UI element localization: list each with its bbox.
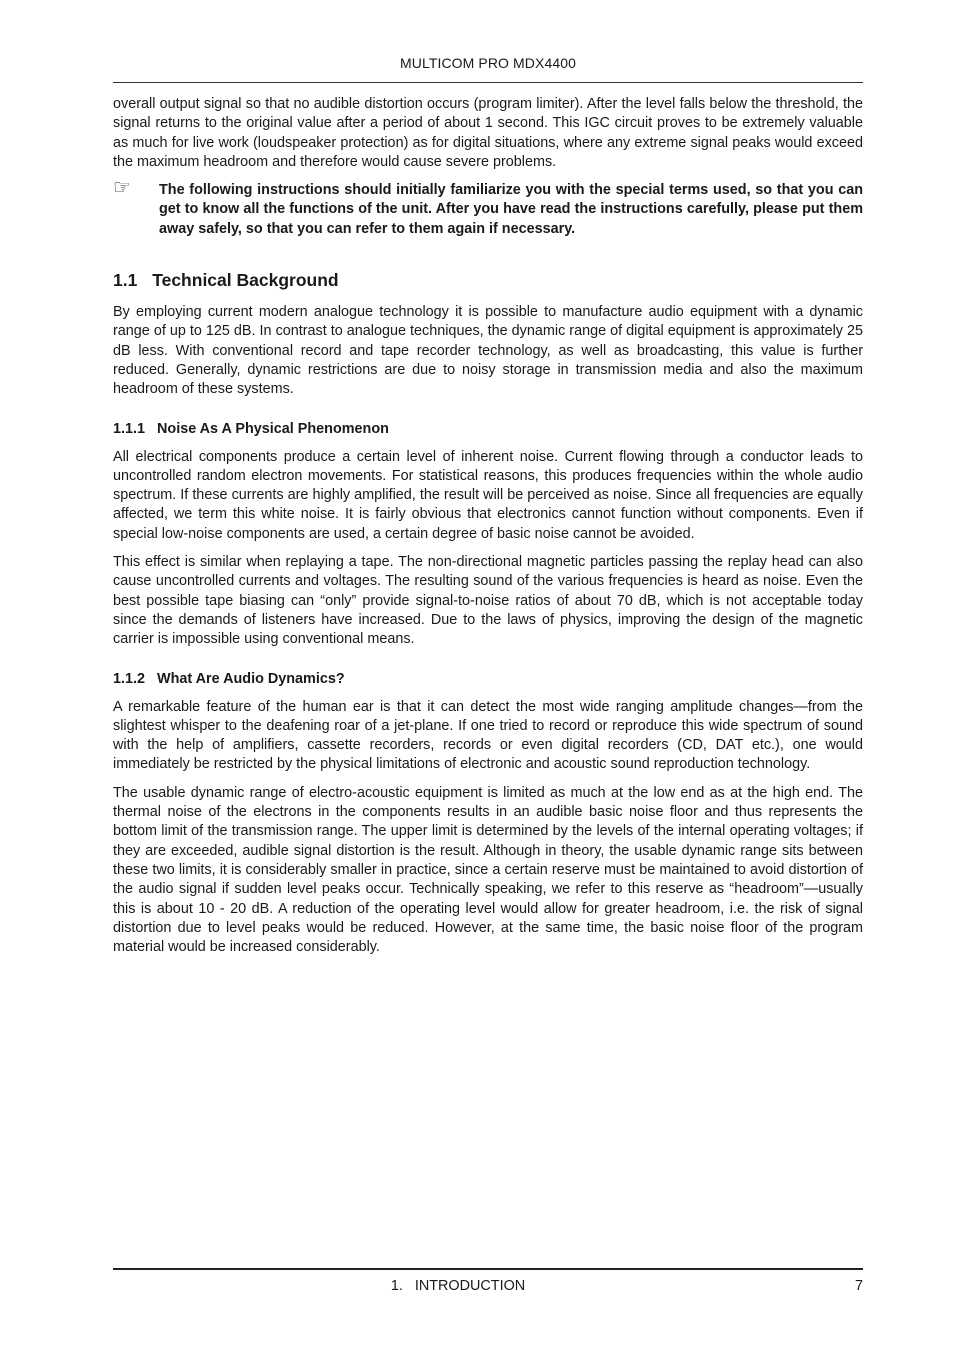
section-number: 1.1 xyxy=(113,270,138,291)
document-page xyxy=(113,0,863,1351)
pointing-hand-icon: ☞ xyxy=(113,177,131,200)
footer-rule xyxy=(113,1268,863,1270)
subsection-heading-noise xyxy=(113,420,863,439)
noise-paragraph-1: All electrical components produce a certain level of inherent noise. Current flowing through a conductor leads to uncontrolled random electron movements. For statistical reasons, this produces frequencies within the whole audio spectrum. If these currents are highly amplified, the result will be perceived as noise. Since all frequencies are equally affected, we term this white noise. It is fairly obvious that electronics cannot function without components. Even if special low-noise components are used, a certain degree of basic noise cannot be avoided. xyxy=(113,448,863,542)
section-title: Technical Background xyxy=(152,270,339,291)
page-number: 7 xyxy=(854,1278,863,1294)
footer-chapter xyxy=(113,1278,803,1294)
section-heading-technical-background xyxy=(113,269,863,291)
technical-background-paragraph: By employing current modern analogue technology it is possible to manufacture audio equipment with a dynamic range of up to 125 dB. In contrast to analogue techniques, the dynamic range of digital equipment is approximately 25 dB less. With conventional record and tape recorder technology, as well as broadcasting, this value is further reduced. Generally, dynamic restrictions are due to noisy storage in transmission media and also the maximum headroom of these systems. xyxy=(113,304,863,398)
footer-chapter-title: INTRODUCTION xyxy=(414,1278,526,1294)
subsection-number: 1.1.2 xyxy=(113,670,146,687)
header-rule xyxy=(113,82,863,83)
subsection-heading-audio-dynamics xyxy=(113,670,863,689)
page-content xyxy=(113,95,863,966)
dynamics-paragraph-2: The usable dynamic range of electro-acoustic equipment is limited as much at the low end as at the high end. The thermal noise of the electrons in the components results in an audible basic noise floor and thus represents the bottom limit of the transmission range. The upper limit is determined by the levels of the internal operating voltages; if they are exceeded, audible signal distortion is the result. Although in theory, the usable dynamic range sits between these two limits, it is considerably smaller in practice, since a certain reserve must be maintained to avoid distortion of the audio signal if sudden level peaks occur. Technically speaking, we refer to this reserve as “headroom”—usually this is about 10 - 20 dB. A reduction of the operating level would allow for greater headroom, i.e. the risk of signal distortion due to level peaks would be reduced. However, at the same time, the basic noise floor of the program material would be increased considerably. xyxy=(113,784,863,956)
subsection-number: 1.1.1 xyxy=(113,420,146,437)
dynamics-paragraph-1: A remarkable feature of the human ear is that it can detect the most wide ranging amplitude changes—from the slightest whisper to the deafening roar of a jet-plane. If one tried to record or reproduce this wide spectrum of sound with the help of amplifiers, cassette recorders, records or even digital recorders (CD, DAT etc.), one would immediately be restricted by the physical limitations of electronic and acoustic sound reproduction technology. xyxy=(113,698,863,773)
subsection-title: Noise As A Physical Phenomenon xyxy=(157,420,389,437)
running-header: MULTICOM PRO MDX4400 xyxy=(400,55,576,71)
intro-paragraph: overall output signal so that no audible distortion occurs (program limiter). After the level falls below the threshold, the signal returns to the original value after a period of about 1 second. This IGC circuit proves to be extremely valuable as much for live work (loudspeaker protection) as for digital situations, where any extreme signal peaks would exceed the maximum headroom and therefore would cause severe problems. xyxy=(113,96,863,170)
note-text: The following instructions should initially familiarize you with the special terms used, so that you can get to know all the functions of the unit. After you have read the instructions carefully, please put them away safely, so that you can refer to them again if necessary. xyxy=(159,182,863,237)
subsection-title: What Are Audio Dynamics? xyxy=(157,670,345,687)
instruction-note xyxy=(113,177,863,239)
noise-paragraph-2: This effect is similar when replaying a tape. The non-directional magnetic particles passing the replay head can also cause uncontrolled currents and voltages. The resulting sound of the various frequencies is heard as noise. Even the best possible tape biasing can “only” provide signal-to-noise ratios of about 70 dB, which is not acceptable today since the demands of listeners have increased. Due to the laws of physics, improving the design of the magnetic carrier is impossible using conventional means. xyxy=(113,554,863,648)
footer-chapter-number: 1. xyxy=(390,1278,403,1294)
